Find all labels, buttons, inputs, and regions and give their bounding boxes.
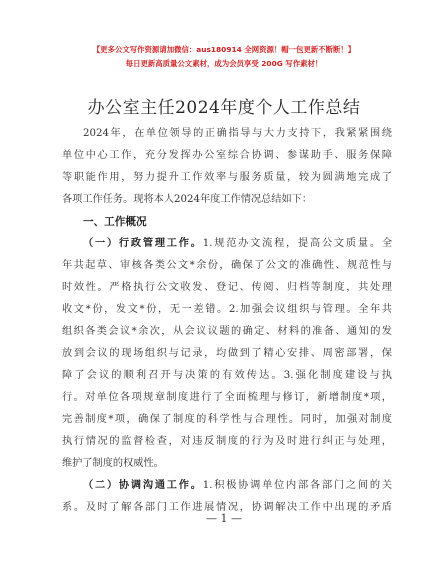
paragraph-line: 放到会议的现场组织与记录，均做到了精心安排、周密部署，保 — [62, 348, 392, 359]
subsection-heading: （一）行政管理工作。 — [83, 238, 203, 249]
paragraph-line: 维护了制度的权威性。 — [62, 458, 164, 469]
section-heading: 一、工作概况 — [83, 216, 147, 228]
intro-line: 等职能作用，努力提升工作效率与服务质量，较为圆满地完成了 — [62, 172, 392, 183]
paragraph-line: 时效性。严格执行公文收发、登记、传阅、归档等制度，共处理 — [62, 282, 392, 293]
document-body — [62, 123, 392, 519]
intro-line: 2024年，在单位领导的正确指导与大力支持下，我紧紧围绕 — [83, 128, 392, 139]
promo-banner-line-1: 【更多公文写作资源请加微信：aus180914 全网资源！帽一包更新不断断！】 — [92, 45, 356, 54]
paragraph-line: 组织各类会议*余次，从会议议题的确定、材料的准备、通知的发 — [62, 326, 392, 337]
page-number: — 1 — — [206, 512, 242, 525]
paragraph-text: 1.积极协调单位内部各部门之间的关 — [202, 480, 393, 491]
paragraph-line: 行。对单位各项规章制度进行了全面梳理与修订，新增制度*项， — [62, 392, 392, 403]
subsection-first-line — [62, 233, 392, 255]
paragraph-line: 年共起草、审核各类公文*余份，确保了公文的准确性、规范性与 — [62, 260, 392, 271]
subsection-first-line — [62, 475, 392, 497]
paragraph-line: 障了会议的顺利召开与决策的有效传达。3.强化制度建设与执 — [62, 370, 392, 381]
paragraph-line: 系。及时了解各部门工作进展情况，协调解决工作中出现的矛盾 — [62, 502, 392, 513]
intro-line: 各项工作任务。现将本人2024年度工作情况总结如下： — [62, 194, 313, 205]
intro-line: 单位中心工作，充分发挥办公室综合协调、参谋助手、服务保障 — [62, 150, 392, 161]
document-title: 办公室主任2024年度个人工作总结 — [87, 98, 361, 118]
subsection-heading: （二）协调沟通工作。 — [83, 480, 203, 491]
paragraph-line: 收文*份，发文*份，无一差错。2.加强会议组织与管理。全年共 — [62, 304, 392, 315]
paragraph-line: 完善制度*项，确保了制度的科学性与合理性。同时，加强对制度 — [62, 414, 392, 425]
paragraph-text: 1.规范办文流程，提高公文质量。全 — [202, 238, 393, 249]
paragraph-line: 执行情况的监督检查，对违反制度的行为及时进行纠正与处理， — [62, 436, 392, 447]
promo-banner-line-2: 每日更新高质量公文素材，成为会员享受 200G 写作素材！ — [125, 59, 323, 68]
